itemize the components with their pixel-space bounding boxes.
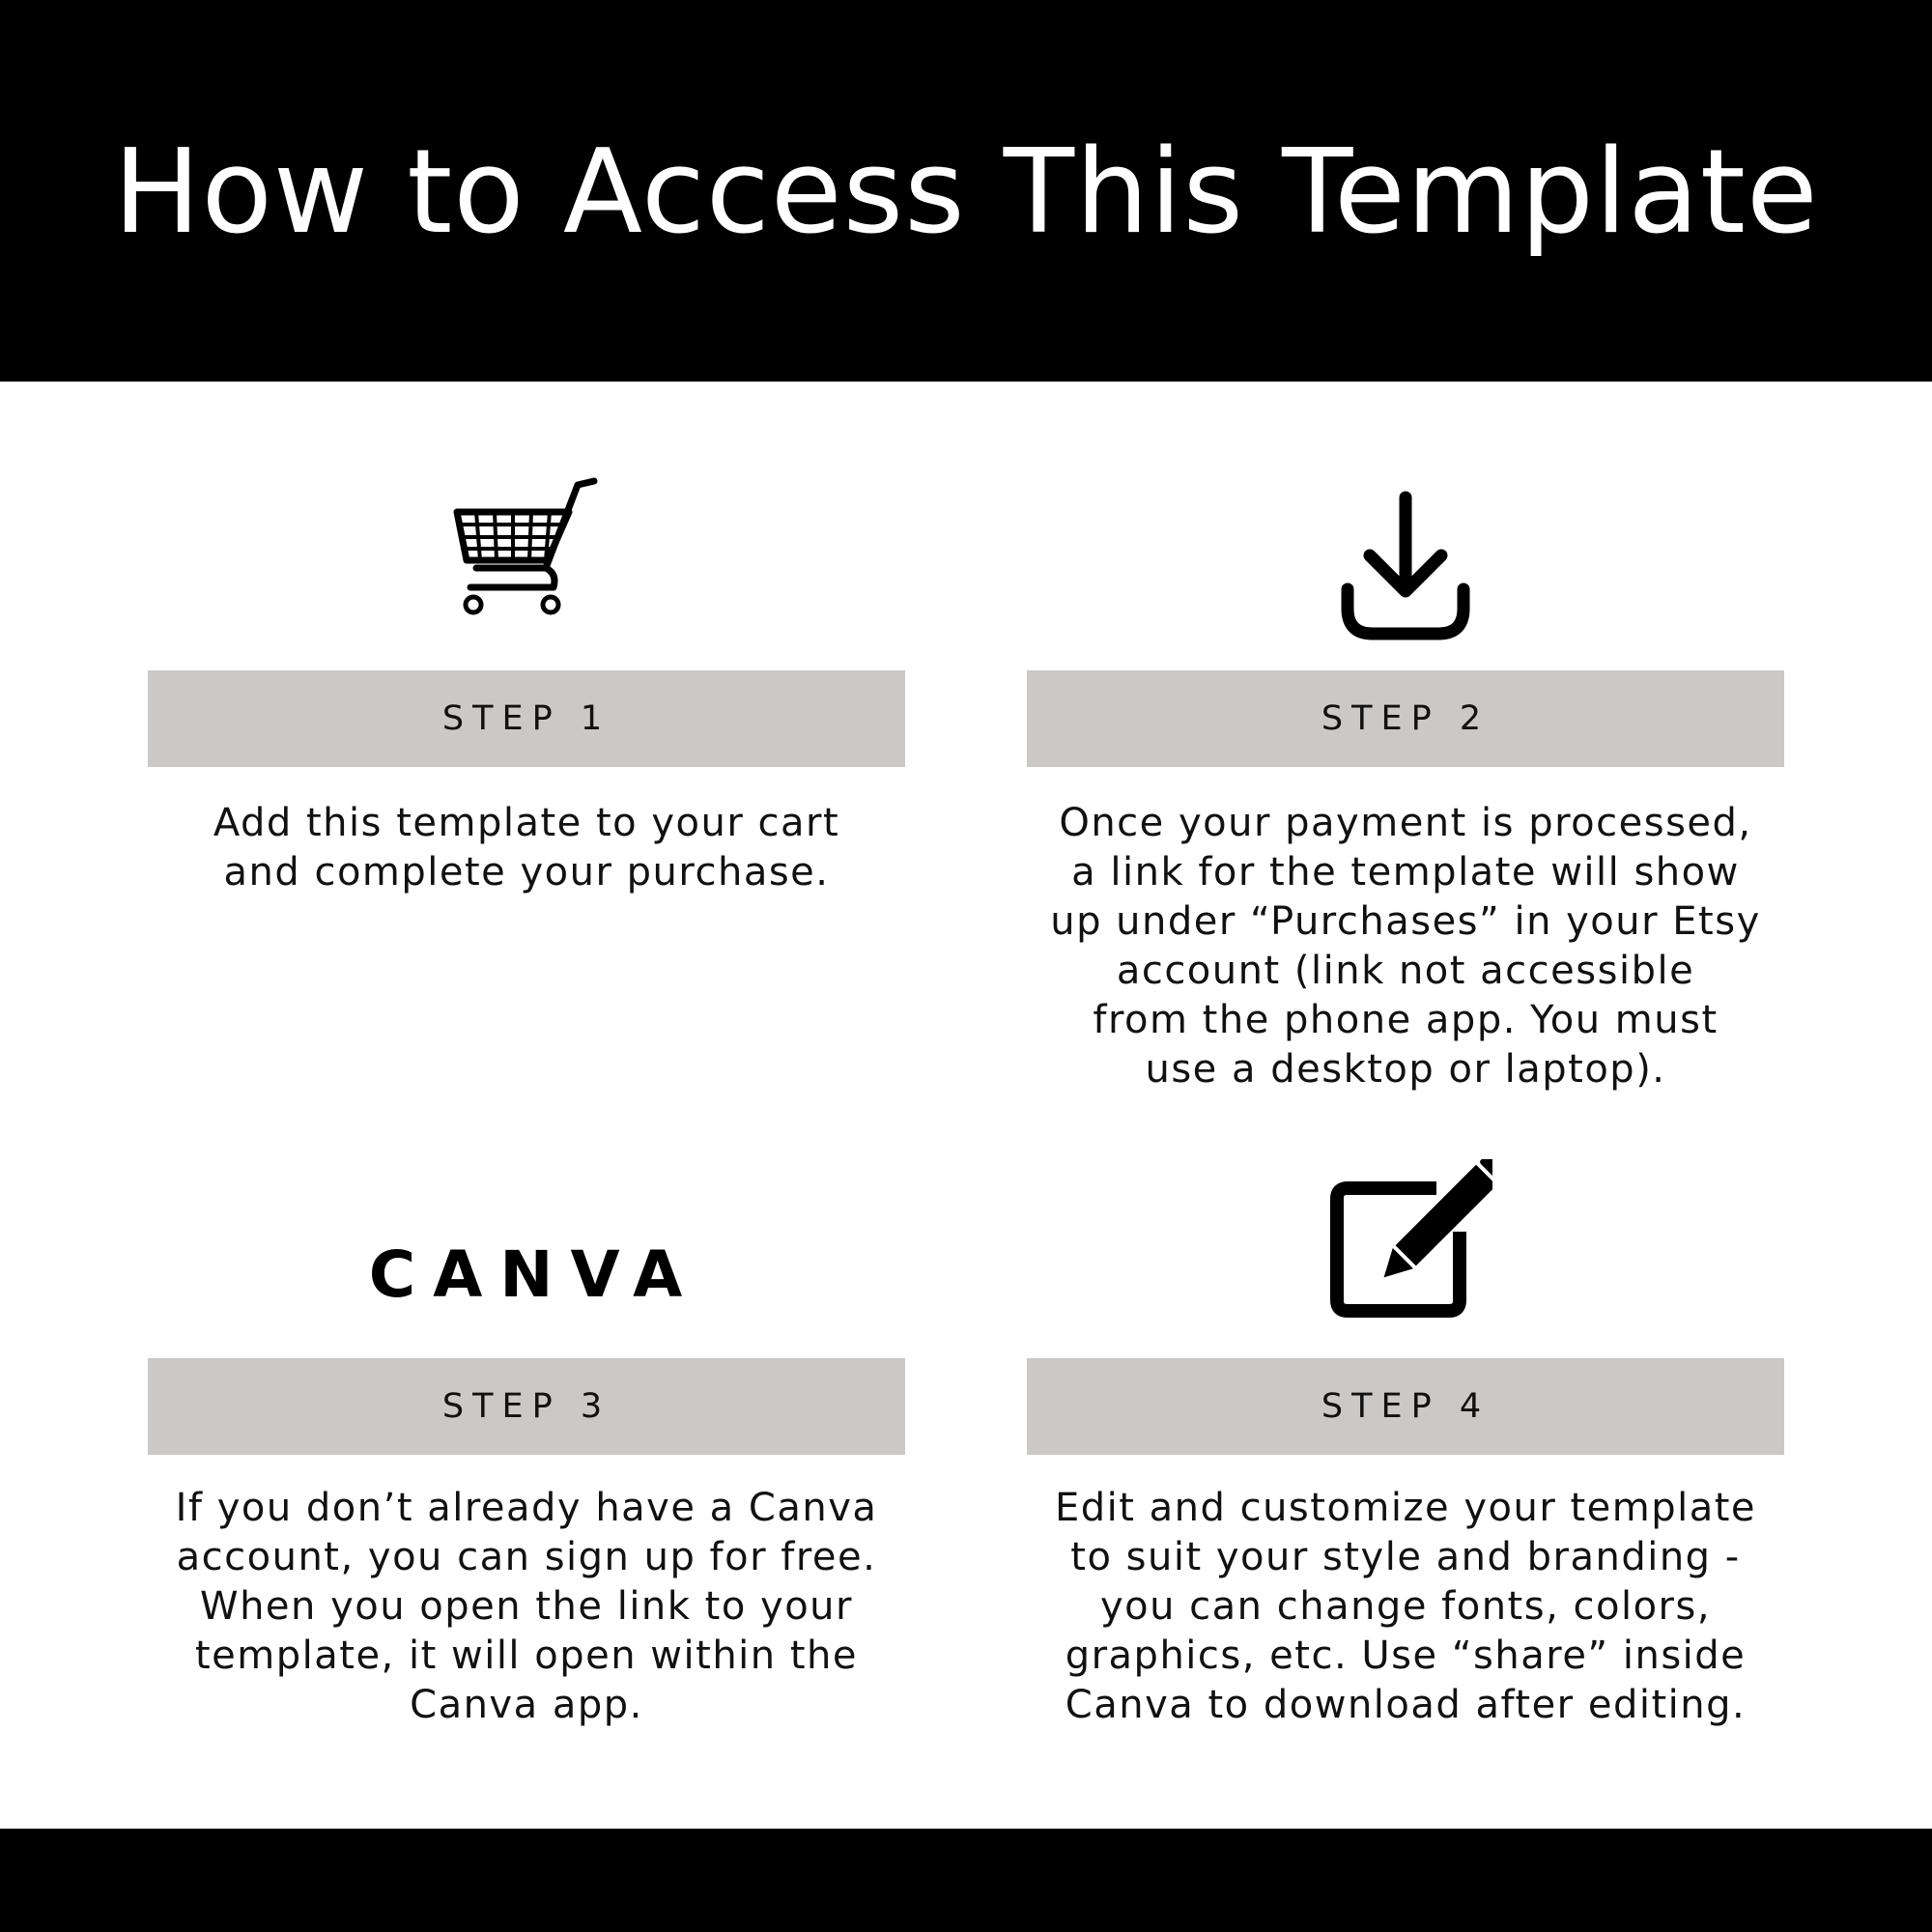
step-1-text: Add this template to your cart and complete your purchase. (213, 801, 840, 895)
step-4-label: STEP 4 (1027, 1358, 1784, 1455)
footer-band (0, 1829, 1932, 1932)
step-3-label: STEP 3 (148, 1358, 905, 1455)
download-icon (1338, 488, 1473, 642)
step-2-label: STEP 2 (1027, 670, 1784, 767)
edit-icon (1328, 1159, 1492, 1319)
step-1-label: STEP 1 (148, 670, 905, 767)
canva-logo: CANVA (368, 1237, 700, 1312)
step-2-text: Once your payment is processed, a link for the template will show up under “Purchases” in your Etsy account (link not accessible from the phone app. You must use a desktop or laptop). (1050, 801, 1761, 1092)
page-title: How to Access This Template (113, 126, 1819, 260)
step-4-text: Edit and customize your template to suit your style and branding - you can change fonts, colors, graphics, etc. Use “share” inside Canva to download after editing. (1054, 1486, 1757, 1727)
step-3-text: If you don’t already have a Canva account, you can sign up for free. When you open the link to your template, it will open within the Canva app. (175, 1486, 878, 1727)
shopping-cart-icon (449, 473, 604, 618)
